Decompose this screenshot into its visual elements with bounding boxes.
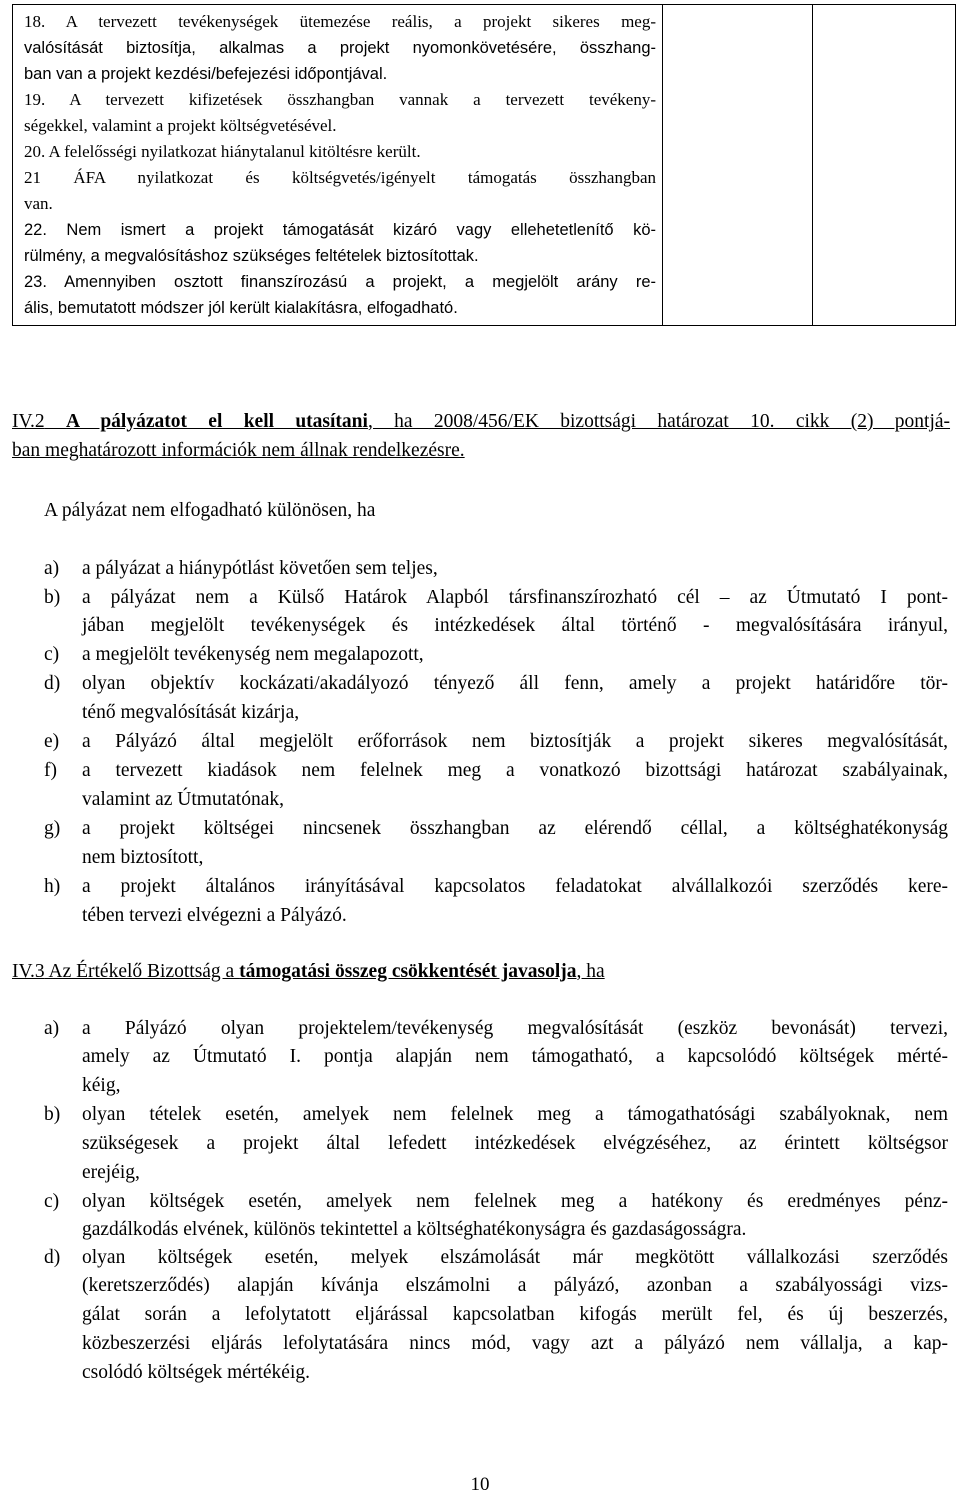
list-item: jában megjelölt tevékenységek és intézkedések által történő - megvalósítására irányul, [82, 615, 948, 636]
list-label: e) [44, 731, 60, 752]
table-line: 23. Amennyiben osztott finanszírozású a projekt, a megjelölt arány re- [24, 273, 656, 291]
list-label: c) [44, 644, 60, 665]
table-line: 22. Nem ismert a projekt támogatását kizáró vagy ellehetetlenítő kö- [24, 221, 656, 239]
list-label: f) [44, 760, 57, 781]
table-line: van. [24, 194, 53, 213]
section-iv2-heading: IV.2 A pályázatot el kell utasítani, ha 2008/456/EK bizottsági határozat 10. cikk (2) pontjá- [12, 411, 951, 432]
table-line: valósítását biztosítja, alkalmas a projekt nyomonkövetésére, összhang- [24, 39, 656, 57]
list-item: a megjelölt tevékenység nem megalapozott, [82, 644, 424, 665]
list-item: ténő megvalósítását kizárja, [82, 702, 300, 723]
table-line: rülmény, a megvalósításhoz szükséges feltételek biztosítottak. [24, 247, 479, 265]
list-item: olyan költségek esetén, amelyek nem felelnek meg a hatékony és eredményes pénz- [82, 1191, 948, 1212]
list-item: a projekt költségei nincsenek összhangban az elérendő céllal, a költséghatékonyság [82, 818, 948, 839]
table-line: ségekkel, valamint a projekt költségvetésével. [24, 116, 337, 135]
table-line: ális, bemutatott módszer jól került kialakításra, elfogadható. [24, 299, 458, 317]
list-item: a tervezett kiadások nem felelnek meg a vonatkozó bizottsági határozat szabályainak, [82, 760, 948, 781]
list-item: olyan objektív kockázati/akadályozó tényező áll fenn, amely a projekt határidőre tör- [82, 673, 948, 694]
list-item: gálat során a lefolytatott eljárással kapcsolatban kifogás merült fel, és új beszerzés, [82, 1304, 948, 1325]
table-line: 20. A felelősségi nyilatkozat hiánytalanul kitöltésre került. [24, 142, 421, 161]
section-iv2-intro: A pályázat nem elfogadható különösen, ha [44, 500, 376, 521]
list-label: g) [44, 818, 61, 839]
list-item: a pályázat a hiánypótlást követően sem teljes, [82, 558, 438, 579]
list-item: amely az Útmutató I. pontja alapján nem támogatható, a kapcsolódó költségek mérté- [82, 1046, 948, 1067]
list-item: csolódó költségek mértékéig. [82, 1362, 310, 1383]
list-label: a) [44, 1018, 60, 1039]
list-item: közbeszerzési eljárás lefolytatására nincs mód, vagy azt a pályázó nem vállalja, a kap- [82, 1333, 948, 1354]
table-line: ban van a projekt kezdési/befejezési időpontjával. [24, 65, 388, 83]
list-label: b) [44, 1104, 61, 1125]
empty-cell [663, 5, 813, 325]
list-item: kéig, [82, 1075, 121, 1096]
list-item: erejéig, [82, 1162, 140, 1183]
section-iv2-heading-line2: ban meghatározott információk nem állnak rendelkezésre. [12, 440, 465, 461]
list-item: gazdálkodás elvének, különös tekintettel a költséghatékonyságra és gazdaságosságra. [82, 1219, 747, 1240]
section-iv3-heading: IV.3 Az Értékelő Bizottság a támogatási összeg csökkentését javasolja, ha [12, 961, 605, 982]
list-label: c) [44, 1191, 60, 1212]
criteria-text-cell [13, 5, 663, 325]
list-item: olyan tételek esetén, amelyek nem felelnek meg a támogathatósági szabályoknak, nem [82, 1104, 948, 1125]
list-item: valamint az Útmutatónak, [82, 789, 284, 810]
list-item: a pályázat nem a Külső Határok Alapból társfinanszírozható cél – az Útmutató I pont- [82, 587, 948, 608]
list-label: h) [44, 876, 61, 897]
list-item: (keretszerződés) alapján kívánja elszámolni a pályázó, azonban a szabályossági vizs- [82, 1275, 948, 1296]
list-item: nem biztosított, [82, 847, 204, 868]
list-item: szükségesek a projekt által lefedett intézkedések elvégzéséhez, az érintett költségsor [82, 1133, 948, 1154]
list-item: tében tervezi elvégezni a Pályázó. [82, 905, 347, 926]
table-line: 18. A tervezett tevékenységek ütemezése reális, a projekt sikeres meg- [24, 12, 656, 31]
list-item: a Pályázó olyan projektelem/tevékenység megvalósítását (eszköz bevonását) tervezi, [82, 1018, 948, 1039]
criteria-table [12, 4, 956, 326]
list-label: a) [44, 558, 60, 579]
table-line: 21 ÁFA nyilatkozat és költségvetés/igényelt támogatás összhangban [24, 168, 656, 187]
list-item: a projekt általános irányításával kapcsolatos feladatokat alvállalkozói szerződés kere- [82, 876, 948, 897]
list-item: olyan költségek esetén, melyek elszámolását már megkötött vállalkozási szerződés [82, 1247, 948, 1268]
list-label: b) [44, 587, 61, 608]
page-number: 10 [470, 1474, 490, 1495]
list-label: d) [44, 1247, 61, 1268]
table-line: 19. A tervezett kifizetések összhangban vannak a tervezett tevékeny- [24, 90, 656, 109]
list-label: d) [44, 673, 61, 694]
list-item: a Pályázó által megjelölt erőforrások nem biztosítják a projekt sikeres megvalósítását, [82, 731, 948, 752]
